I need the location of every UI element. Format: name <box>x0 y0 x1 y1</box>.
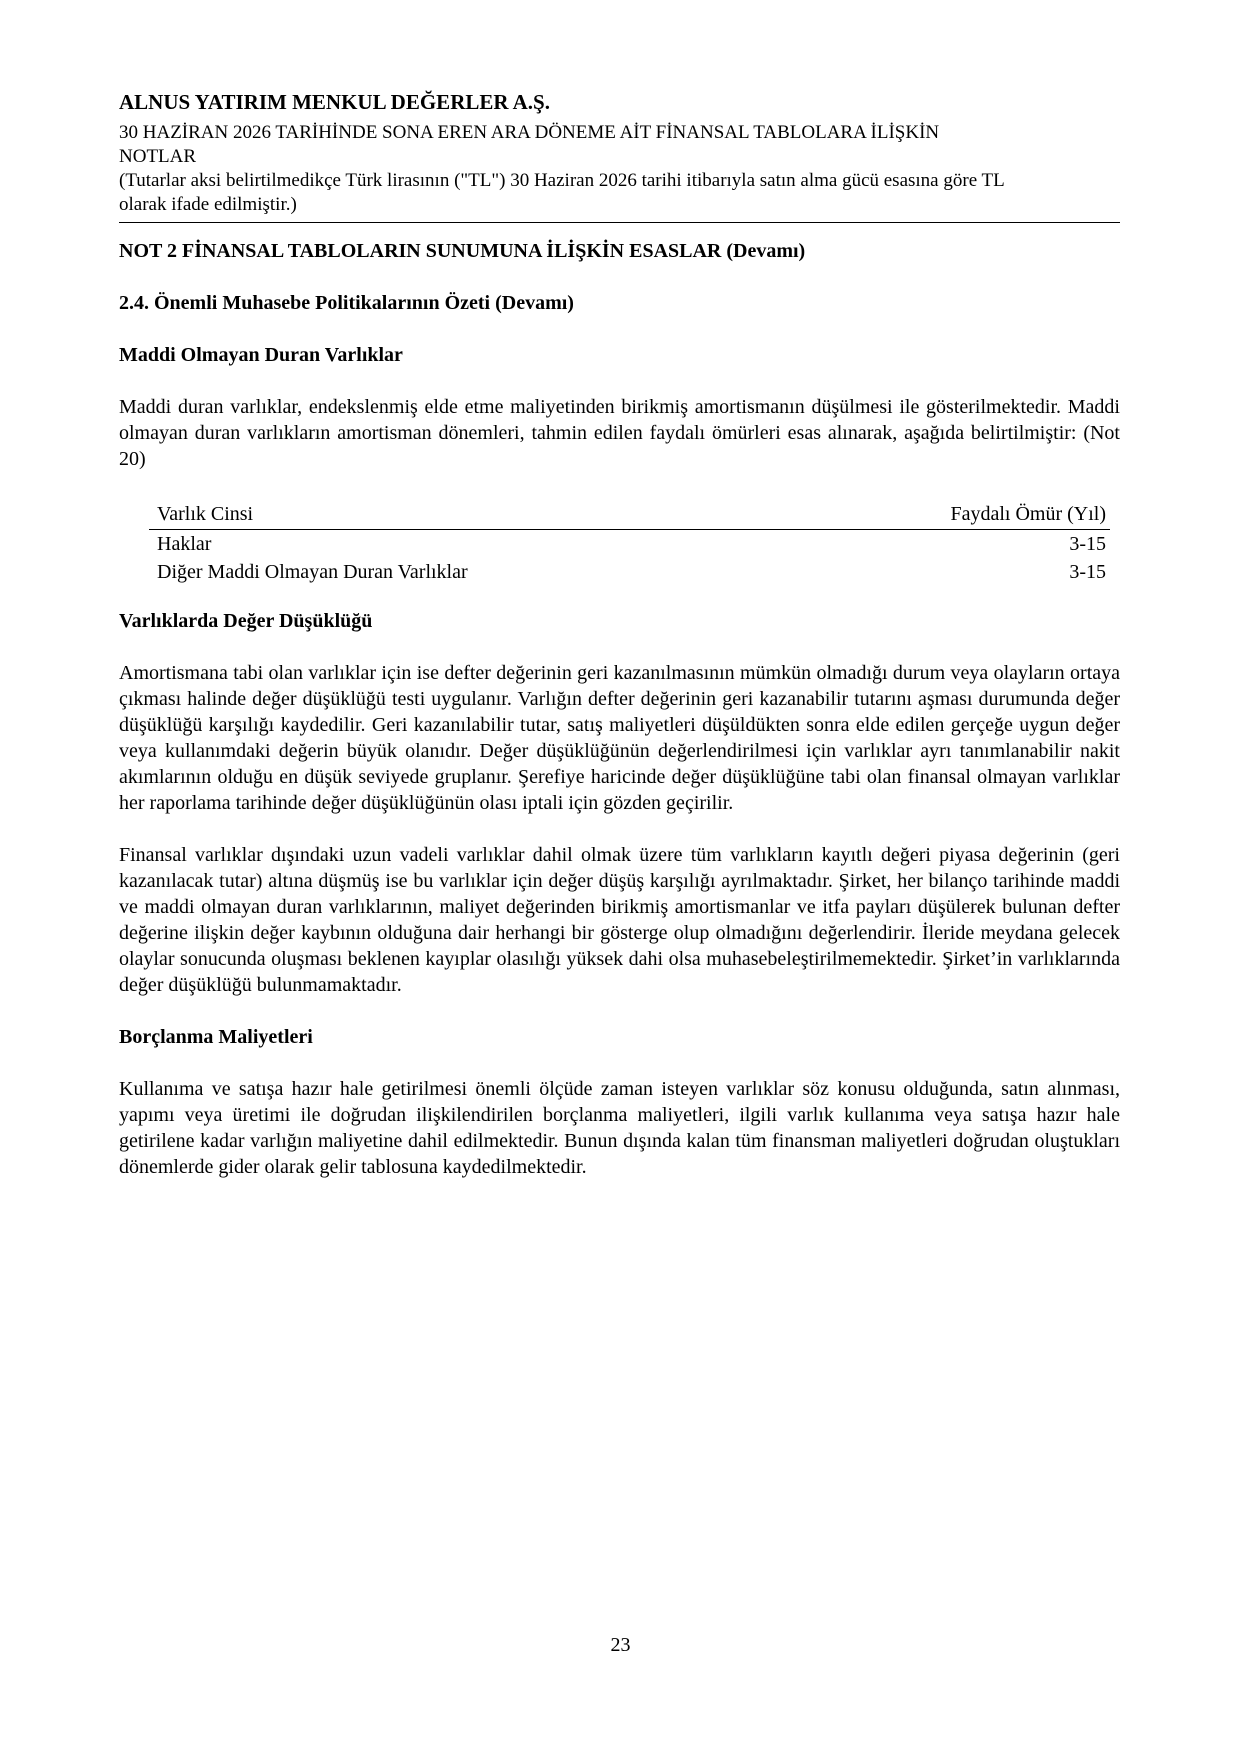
currency-note-line2: olarak ifade edilmiştir.) <box>119 194 297 215</box>
page-number: 23 <box>610 1634 631 1656</box>
page-header <box>119 89 1120 217</box>
row-asset-name: Diğer Maddi Olmayan Duran Varlıklar <box>157 561 468 583</box>
col-useful-life: Faydalı Ömür (Yıl) <box>950 503 1106 525</box>
company-name: ALNUS YATIRIM MENKUL DEĞERLER A.Ş. <box>119 90 550 114</box>
intangible-heading: Maddi Olmayan Duran Varlıklar <box>119 344 403 366</box>
impairment-paragraph-1: Amortismana tabi olan varlıklar için ise defter değerinin geri kazanılmasının mümkün olmadığı durum veya olayların ortaya çıkması halinde değer düşüklüğü testi uygulanır. Varlığın defter değerinin geri kazanabilir tutarını aşması durumunda değer düşüklüğü karşılığı kaydedilir. Geri kazanılabilir tutar, satış maliyetleri düşüldükten sonra elde edilen gerçeğe uygun değer veya kullanımdaki değerin büyük olanıdır. Değer düşüklüğünün değerlendirilmesi için varlıklar ayrı tanımlanabilir nakit akımlarının olduğu en düşük seviyede gruplanır. Şerefiye haricinde değer düşüklüğüne tabi olan finansal olmayan varlıklar her raporlama tarihinde değer düşüklüğünün olası iptali için gözden geçirilir. <box>119 662 1120 814</box>
header-divider <box>119 222 1120 223</box>
col-asset-type: Varlık Cinsi <box>157 503 254 525</box>
section-title: 2.4. Önemli Muhasebe Politikalarının Özeti (Devamı) <box>119 292 574 314</box>
report-title-line1: 30 HAZİRAN 2026 TARİHİNDE SONA EREN ARA DÖNEME AİT FİNANSAL TABLOLARA İLİŞKİN <box>119 122 940 143</box>
impairment-paragraph-2: Finansal varlıklar dışındaki uzun vadeli varlıklar dahil olmak üzere tüm varlıkların kayıtlı değeri piyasa değerinin (geri kazanılacak tutar) altına düşmüş ise bu varlıklar için değer düşüş karşılığı ayrılmaktadır. Şirket, her bilanço tarihinde maddi ve maddi olmayan duran varlıklarının, maliyet değerinden birikmiş amortismanlar ve itfa payları düşülerek bulunan defter değerine ilişkin değer kaybının olduğuna dair herhangi bir gösterge olup olmadığını değerlendirir. İleride meydana gelecek olaylar sonucunda oluşması beklenen kayıplar olasılığı yüksek dahi olsa muhasebeleştirilmemektedir. Şirket’in varlıklarında değer düşüklüğü bulunmamaktadır. <box>119 844 1120 996</box>
page-content <box>119 238 1120 1180</box>
row-useful-life: 3-15 <box>1069 561 1106 583</box>
row-useful-life: 3-15 <box>1069 533 1106 555</box>
row-asset-name: Haklar <box>157 533 212 555</box>
impairment-heading: Varlıklarda Değer Düşüklüğü <box>119 610 373 632</box>
borrowing-paragraph: Kullanıma ve satışa hazır hale getirilmesi önemli ölçüde zaman isteyen varlıklar söz konusu olduğunda, satın alınması, yapımı veya üretimi ile doğrudan ilişkilendirilen borçlanma maliyetleri, ilgili varlık kullanıma veya satışa hazır hale getirilene kadar varlığın maliyetine dahil edilmektedir. Bunun dışında kalan tüm finansman maliyetleri doğrudan oluştukları dönemlerde gider olarak gelir tablosuna kaydedilmektedir. <box>119 1078 1120 1178</box>
report-title-line2: NOTLAR <box>119 146 197 167</box>
table-row <box>149 558 1110 586</box>
currency-note-line1: (Tutarlar aksi belirtilmedikçe Türk lirasının ("TL") 30 Haziran 2026 tarihi itibarıyla satın alma gücü esasına göre TL <box>119 170 1005 191</box>
note-title: NOT 2 FİNANSAL TABLOLARIN SUNUMUNA İLİŞKİN ESASLAR (Devamı) <box>119 240 806 262</box>
borrowing-heading: Borçlanma Maliyetleri <box>119 1026 313 1048</box>
intangible-paragraph: Maddi duran varlıklar, endekslenmiş elde etme maliyetinden birikmiş amortismanın düşülmesi ile gösterilmektedir. Maddi olmayan duran varlıkların amortisman dönemleri, tahmin edilen faydalı ömürleri esas alınarak, aşağıda belirtilmiştir: (Not 20) <box>119 396 1120 470</box>
table-header-row <box>149 500 1110 530</box>
table-row <box>149 530 1110 558</box>
useful-life-table <box>149 500 1110 586</box>
